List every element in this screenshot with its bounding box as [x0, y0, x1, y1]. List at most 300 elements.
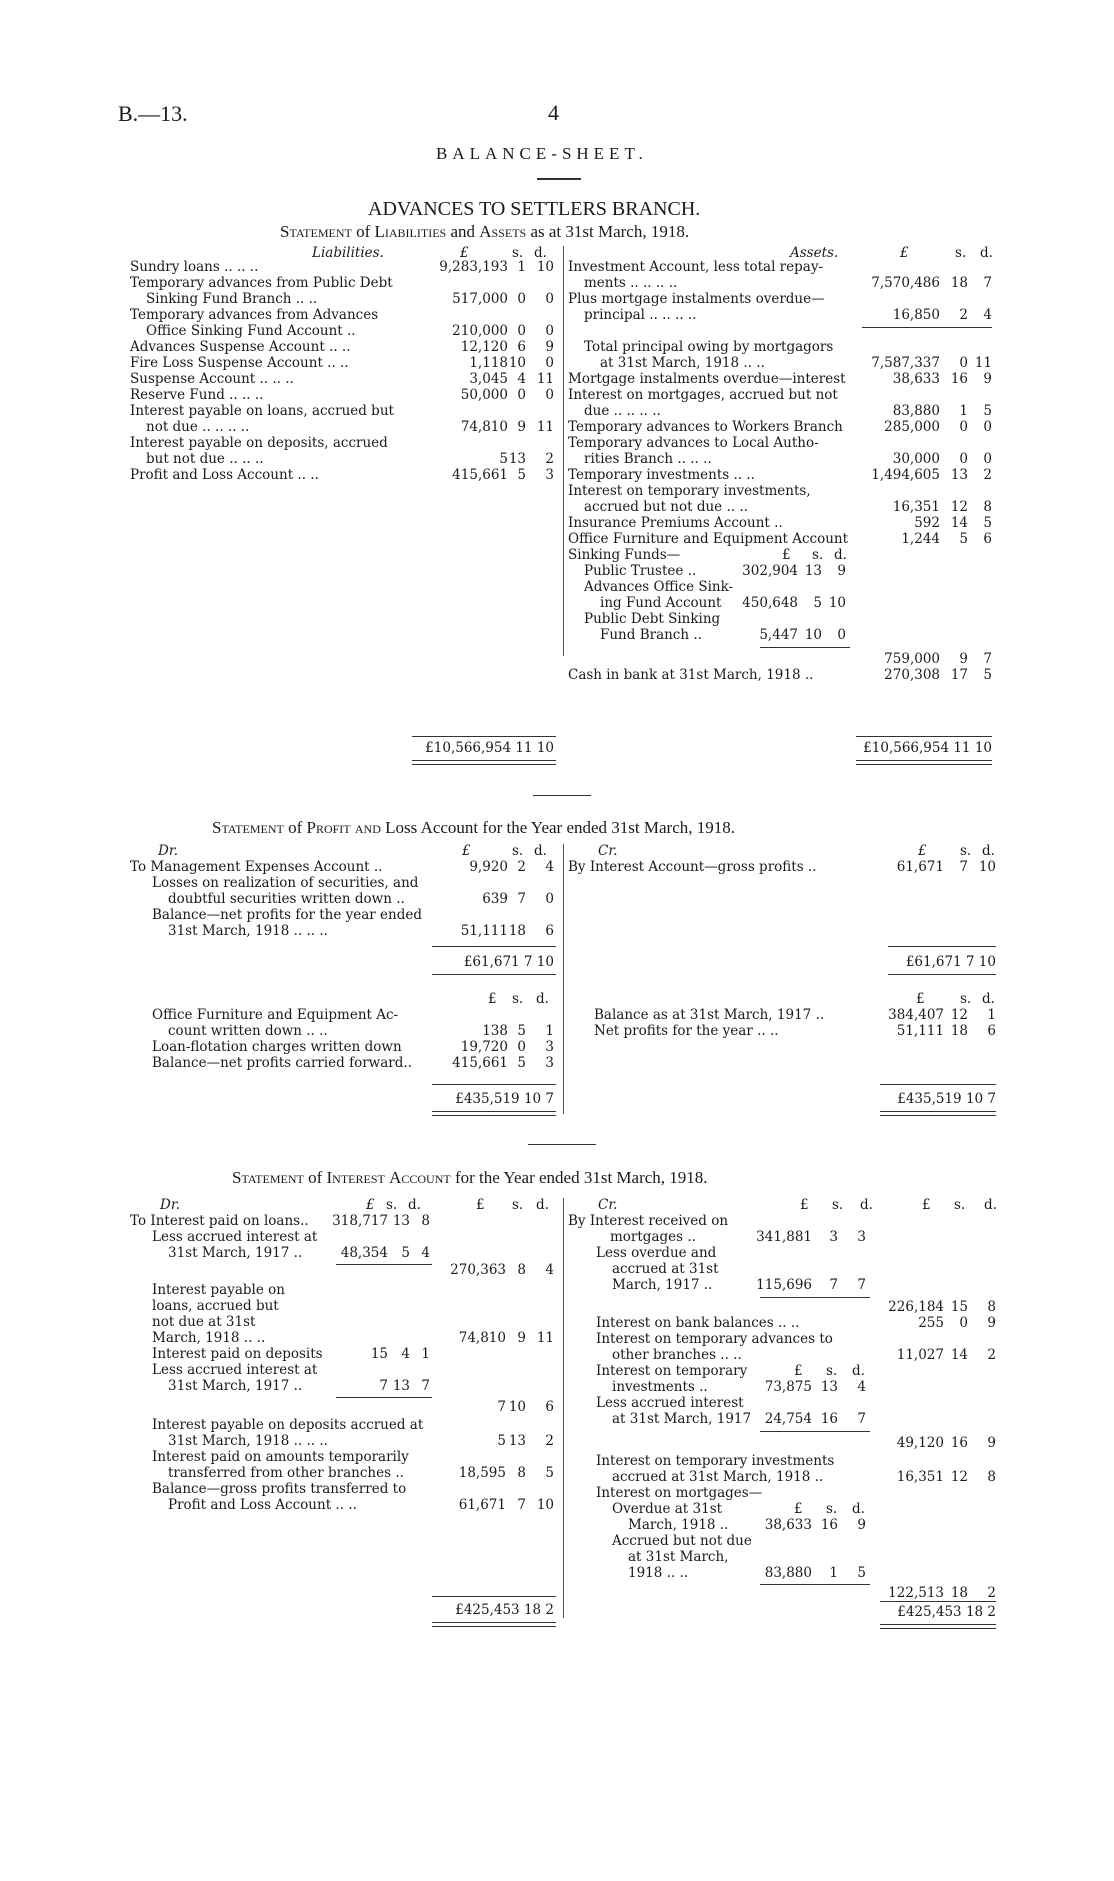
asset-amount: 592 [914, 515, 940, 531]
asset-shillings: 17 [950, 667, 968, 683]
pl-management-expenses: To Management Expenses Account .. [130, 859, 383, 875]
ia-dr-outer-pound: £ [476, 1197, 485, 1213]
ia-dr-subtotal-rule [336, 1264, 432, 1265]
report-reference: B.—13. [118, 101, 188, 126]
asset-pence: 6 [983, 531, 992, 547]
ia-cr-total-underline-2 [880, 1628, 996, 1629]
ia-interest-payable-loans: Interest payable on [152, 1282, 285, 1298]
ia-iti-pound: £ [794, 1363, 803, 1379]
sf-total-amount: 759,000 [884, 651, 940, 667]
asset-insurance: Insurance Premiums Account .. [568, 515, 783, 531]
ia-interest-temp-advances-cont: other branches .. .. [612, 1347, 742, 1363]
ia-inner-shillings: 3 [829, 1229, 838, 1245]
pl-dr-label: Dr. [158, 843, 179, 859]
ia-outer-shillings: 7 [517, 1497, 526, 1513]
pl-total2-underline-right-2 [880, 1115, 996, 1116]
ia-heading [232, 1168, 708, 1188]
ia-ovd-d: d. [852, 1501, 865, 1517]
ia-heading-part5: for the Year ended 31st March, 1918. [454, 1168, 708, 1187]
pl-pence: 0 [545, 891, 554, 907]
liab-temp-advances-office: Temporary advances from Advances [130, 307, 379, 323]
ia-outer-shillings: 16 [950, 1435, 968, 1451]
balance-heading-part4: and [450, 222, 475, 241]
ia-dr-label: Dr. [160, 1197, 181, 1213]
balance-heading-part3: Liabilities [374, 222, 447, 241]
ia-accrued-not-due-2: at 31st March, [628, 1549, 729, 1565]
ia-interest-payable-deposits-cont: 31st March, 1918 .. .. .. [168, 1433, 328, 1449]
liab-pound-header: £ [460, 245, 469, 261]
ia-outer-pence: 2 [987, 1347, 996, 1363]
sf-total-shillings: 9 [959, 651, 968, 667]
ia-inner-shillings: 5 [401, 1245, 410, 1261]
liab-temp-public-debt: Temporary advances from Public Debt [130, 275, 393, 291]
ia-outer-shillings: 14 [950, 1347, 968, 1363]
ia-less-accrued-cont: 31st March, 1917 .. [168, 1245, 303, 1261]
asset-pence: 2 [983, 467, 992, 483]
liab-pence: 3 [545, 467, 554, 483]
sf-amount: 5,447 [759, 627, 798, 643]
ia-outer-amount: 5 [497, 1433, 506, 1449]
pl-shillings: 18 [950, 1023, 968, 1039]
asset-plus-overdue: Plus mortgage instalments overdue— [568, 291, 825, 307]
liab-amount: 1,118 [469, 355, 508, 371]
ia-outer-amount: 255 [918, 1315, 944, 1331]
ia-cr-total-rule [880, 1601, 996, 1602]
pl-column-divider [563, 844, 564, 1114]
ia-ovd-s: s. [826, 1501, 838, 1517]
pl-cr-d: d. [982, 843, 995, 859]
sf-pence: 0 [837, 627, 846, 643]
ia-balance-gross-cont: Profit and Loss Account .. .. [168, 1497, 357, 1513]
liab-pence: 0 [545, 291, 554, 307]
asset-interest-mortgages: Interest on mortgages, accrued but not [568, 387, 838, 403]
pl-losses: Losses on realization of securities, and [152, 875, 419, 891]
asset-total-principal-cont: at 31st March, 1918 .. .. [600, 355, 765, 371]
liab-amount: 517,000 [452, 291, 508, 307]
liab-pence: 0 [545, 355, 554, 371]
assets-total-rule [856, 736, 992, 737]
ia-dr-total-underline [432, 1622, 556, 1623]
liab-shillings: 0 [517, 323, 526, 339]
ia-outer-pence: 5 [545, 1465, 554, 1481]
ia-inner-pence: 5 [857, 1565, 866, 1581]
ia-interest-temp-inv: Interest on temporary [596, 1363, 748, 1379]
pl-dr-pound: £ [462, 843, 471, 859]
ia-outer-pence: 11 [536, 1330, 554, 1346]
ia-interest-paid-transferred-cont: transferred from other branches .. [168, 1465, 404, 1481]
asset-shillings: 16 [950, 371, 968, 387]
ia-outer-amount: 226,184 [888, 1299, 944, 1315]
asset-pence: 0 [983, 419, 992, 435]
pl-shillings: 7 [517, 891, 526, 907]
asset-shillings: 0 [959, 451, 968, 467]
asset-investment-cont: ments .. .. .. .. [584, 275, 678, 291]
ia-cr-inner-pound: £ [800, 1197, 809, 1213]
liab-reserve-fund: Reserve Fund .. .. .. [130, 387, 264, 403]
liab-total-underline-2 [412, 764, 556, 765]
asset-amount: 270,308 [884, 667, 940, 683]
asset-office-furniture: Office Furniture and Equipment Account [568, 531, 849, 547]
ia-outer-pence: 6 [545, 1399, 554, 1415]
pl-amount: 639 [482, 891, 508, 907]
liab-amount: 50,000 [460, 387, 508, 403]
ia-heading-part3: Interest [326, 1168, 385, 1187]
balance-heading-part6: as at 31st March, 1918. [530, 222, 690, 241]
ia-outer-shillings: 13 [508, 1433, 526, 1449]
branch-title: ADVANCES TO SETTLERS BRANCH. [368, 198, 701, 220]
assets-total-underline-2 [856, 764, 992, 765]
asset-sinking-funds: Sinking Funds— [568, 547, 681, 563]
pl-pence: 3 [545, 1039, 554, 1055]
ia-inner-shillings: 16 [820, 1517, 838, 1533]
liab-amount: 415,661 [452, 467, 508, 483]
asset-cash-bank: Cash in bank at 31st March, 1918 .. [568, 667, 814, 683]
liab-pence: 11 [536, 371, 554, 387]
ia-cr-inner-d: d. [860, 1197, 873, 1213]
asset-shillings: 0 [959, 355, 968, 371]
ia-outer-pence: 8 [987, 1299, 996, 1315]
ia-less-accrued-2-cont: 31st March, 1917 .. [168, 1378, 303, 1394]
asset-amount: 16,351 [892, 499, 940, 515]
ia-outer-amount: 74,810 [458, 1330, 506, 1346]
pl-interest-account: By Interest Account—gross profits .. [568, 859, 817, 875]
ia-accrued-not-due: Accrued but not due [612, 1533, 752, 1549]
ia-interest-bank: Interest on bank balances .. .. [596, 1315, 800, 1331]
ia-outer-shillings: 9 [517, 1330, 526, 1346]
section-divider-2 [528, 1144, 596, 1145]
sf-pence: 10 [828, 595, 846, 611]
liab-amount: 74,810 [460, 419, 508, 435]
pl2-dr-pound: £ [488, 991, 497, 1007]
pl-cr-label: Cr. [598, 843, 618, 859]
pl-shillings: 12 [950, 1007, 968, 1023]
assets-s-header: s. [955, 245, 967, 261]
asset-investment: Investment Account, less total repay- [568, 259, 824, 275]
liab-total: £10,566,954 11 10 [425, 740, 554, 756]
ia-outer-pence: 9 [987, 1435, 996, 1451]
pl-total2-underline-left [432, 1111, 556, 1112]
asset-amount: 1,244 [901, 531, 940, 547]
pl-pence: 6 [987, 1023, 996, 1039]
ia-heading-part4: Account [389, 1168, 451, 1187]
ia-inner-pence: 9 [857, 1517, 866, 1533]
asset-amount: 83,880 [892, 403, 940, 419]
asset-pence: 8 [983, 499, 992, 515]
ia-dr-total-underline-2 [432, 1626, 556, 1627]
liab-shillings: 5 [517, 467, 526, 483]
asset-amount: 7,570,486 [871, 275, 940, 291]
asset-shillings: 13 [950, 467, 968, 483]
asset-amount: 7,587,337 [871, 355, 940, 371]
ia-outer-amount: 11,027 [896, 1347, 944, 1363]
pl-total2-underline-right [880, 1111, 996, 1112]
ia-inner-amount: 341,881 [756, 1229, 812, 1245]
ia-accrued-not-due-3: 1918 .. .. [628, 1565, 689, 1581]
sf-total-pence: 7 [983, 651, 992, 667]
ia-cr-total-underline [880, 1624, 996, 1625]
liab-amount: 3,045 [469, 371, 508, 387]
pl-shillings: 5 [517, 1023, 526, 1039]
asset-subtotal-rule [862, 327, 992, 328]
pl-heading-part4: and [354, 818, 381, 837]
pl-total1-left: £61,671 7 10 [463, 954, 554, 970]
liab-interest-loans: Interest payable on loans, accrued but [130, 403, 394, 419]
liabilities-header: Liabilities. [312, 245, 384, 261]
pl2-cr-pound: £ [916, 991, 925, 1007]
pl-heading-part7: for the Year ended 31st March, 1918. [482, 818, 735, 837]
pl-balance-net: Balance—net profits for the year ended [152, 907, 422, 923]
pl-amount: 384,407 [888, 1007, 944, 1023]
pl-balance-1917: Balance as at 31st March, 1917 .. [594, 1007, 825, 1023]
asset-temp-local-cont: rities Branch .. .. .. [584, 451, 712, 467]
liab-interest-loans-cont: not due .. .. .. .. [146, 419, 250, 435]
ia-cr-subtotal-rule [760, 1297, 870, 1298]
ia-less-accrued: Less accrued interest at [152, 1229, 318, 1245]
asset-temp-workers: Temporary advances to Workers Branch [568, 419, 843, 435]
liab-pence: 0 [545, 387, 554, 403]
ia-outer-amount: 7 [497, 1399, 506, 1415]
sf-d-header: d. [834, 547, 847, 563]
ia-inner-pence: 4 [857, 1379, 866, 1395]
balance-column-divider [563, 246, 564, 656]
ia-column-divider [563, 1198, 564, 1618]
balance-heading-part5: Assets [479, 222, 527, 241]
pl-office-furniture: Office Furniture and Equipment Ac- [152, 1007, 399, 1023]
ia-inner-amount: 115,696 [756, 1277, 812, 1293]
pl-cr-s: s. [960, 843, 972, 859]
pl-total2-underline-left-2 [432, 1115, 556, 1116]
pl-amount: 415,661 [452, 1055, 508, 1071]
liab-shillings: 0 [517, 291, 526, 307]
ia-interest-payable-loans-3: not due at 31st [152, 1314, 256, 1330]
liab-total-underline [412, 760, 556, 761]
pl2-dr-d: d. [536, 991, 549, 1007]
ia-interest-temp-inv-accrued: Interest on temporary investments [596, 1453, 835, 1469]
asset-interest-mortgages-cont: due .. .. .. .. [584, 403, 661, 419]
ia-outer-pence: 4 [545, 1262, 554, 1278]
assets-d-header: d. [980, 245, 993, 261]
sf-subtotal-rule [760, 647, 850, 648]
pl-loan-flotation: Loan-flotation charges written down [152, 1039, 402, 1055]
ia-inner-amount: 15 [370, 1346, 388, 1362]
liab-pence: 10 [536, 259, 554, 275]
liab-shillings: 10 [508, 355, 526, 371]
pl-total2-right: £435,519 10 7 [897, 1091, 996, 1107]
ia-outer-shillings: 18 [950, 1585, 968, 1601]
ia-outer-shillings: 10 [508, 1399, 526, 1415]
ia-inner-pence: 4 [421, 1245, 430, 1261]
ia-less-accrued-cr-cont: at 31st March, 1917 [612, 1411, 752, 1427]
ia-inner-amount: 48,354 [340, 1245, 388, 1261]
asset-interest-temp-inv: Interest on temporary investments, [568, 483, 811, 499]
sf-public-trustee: Public Trustee .. [584, 563, 697, 579]
pl-total2-rule-left [432, 1084, 556, 1085]
pl-balance-net-cont: 31st March, 1918 .. .. .. [168, 923, 328, 939]
pl2-cr-d: d. [982, 991, 995, 1007]
ia-outer-amount: 270,363 [450, 1262, 506, 1278]
ia-outer-pence: 10 [536, 1497, 554, 1513]
ia-inner-shillings: 16 [820, 1411, 838, 1427]
balance-heading [280, 222, 689, 242]
pl-shillings: 5 [517, 1055, 526, 1071]
ia-dr-outer-d: d. [536, 1197, 549, 1213]
ia-interest-temp-inv-accrued-cont: accrued at 31st March, 1918 .. [612, 1469, 824, 1485]
sf-shillings: 5 [813, 595, 822, 611]
ia-inner-shillings: 4 [401, 1346, 410, 1362]
ia-dr-subtotal-rule-2 [336, 1397, 432, 1398]
pl-losses-cont: doubtful securities written down .. [168, 891, 405, 907]
liab-pence: 0 [545, 323, 554, 339]
asset-shillings: 1 [959, 403, 968, 419]
sf-shillings: 10 [804, 627, 822, 643]
ia-outer-amount: 49,120 [896, 1435, 944, 1451]
ia-inner-shillings: 7 [829, 1277, 838, 1293]
pl-shillings: 2 [517, 859, 526, 875]
ia-dr-total-rule [432, 1596, 556, 1597]
sf-s-header: s. [812, 547, 824, 563]
pl-total1-rule-left [432, 946, 556, 947]
asset-amount: 38,633 [892, 371, 940, 387]
ia-interest-paid-loans: To Interest paid on loans.. [130, 1213, 309, 1229]
ia-cr-subtotal-rule-2 [760, 1431, 870, 1432]
pl-heading-part3: Profit [306, 818, 351, 837]
ia-inner-shillings: 13 [820, 1379, 838, 1395]
ia-cr-outer-s: s. [954, 1197, 966, 1213]
sf-advances-office: Advances Office Sink- [584, 579, 734, 595]
liab-pence: 2 [545, 451, 554, 467]
ia-outer-pence: 9 [987, 1315, 996, 1331]
ia-less-accrued-2: Less accrued interest at [152, 1362, 318, 1378]
pl-shillings: 0 [517, 1039, 526, 1055]
asset-temp-local: Temporary advances to Local Autho- [568, 435, 819, 451]
pl-total1-underline-left [432, 974, 556, 975]
ia-interest-payable-loans-4: March, 1918 .. .. [152, 1330, 266, 1346]
asset-shillings: 5 [959, 531, 968, 547]
ia-outer-shillings: 8 [517, 1465, 526, 1481]
liab-total-rule [412, 736, 556, 737]
section-divider [533, 795, 591, 796]
asset-pence: 5 [983, 667, 992, 683]
sf-amount: 450,648 [742, 595, 798, 611]
ia-inner-pence: 7 [857, 1277, 866, 1293]
ia-balance-gross: Balance—gross profits transferred to [152, 1481, 407, 1497]
ia-cr-outer-pound: £ [922, 1197, 931, 1213]
liab-pence: 11 [536, 419, 554, 435]
asset-pence: 11 [974, 355, 992, 371]
pl-pence: 3 [545, 1055, 554, 1071]
asset-shillings: 14 [950, 515, 968, 531]
pl-dr-d: d. [534, 843, 547, 859]
liab-temp-advances-office-cont: Office Sinking Fund Account .. [146, 323, 356, 339]
ia-dr-total: £425,453 18 2 [455, 1602, 554, 1618]
liab-shillings: 1 [517, 259, 526, 275]
pl-amount: 51,111 [896, 1023, 944, 1039]
balance-heading-part2: of [356, 222, 371, 241]
ia-interest-paid-transferred: Interest paid on amounts temporarily [152, 1449, 409, 1465]
asset-amount: 30,000 [892, 451, 940, 467]
liab-d-header: d. [534, 245, 547, 261]
ia-heading-part1: Statement [232, 1168, 304, 1187]
pl-balance-carried: Balance—net profits carried forward.. [152, 1055, 412, 1071]
asset-plus-overdue-cont: principal .. .. .. .. [584, 307, 697, 323]
ia-inner-amount: 318,717 [332, 1213, 388, 1229]
ia-ovd-pound: £ [794, 1501, 803, 1517]
liab-suspense: Suspense Account .. .. .. [130, 371, 294, 387]
ia-interest-received-cont: mortgages .. [610, 1229, 696, 1245]
ia-interest-temp-advances: Interest on temporary advances to [596, 1331, 833, 1347]
pl-pence: 1 [987, 1007, 996, 1023]
pl2-cr-s: s. [960, 991, 972, 1007]
ia-cr-outer-d: d. [984, 1197, 997, 1213]
assets-header: Assets. [790, 245, 839, 261]
ia-outer-shillings: 0 [959, 1315, 968, 1331]
sf-public-debt-cont: Fund Branch .. [600, 627, 702, 643]
pl-amount: 138 [482, 1023, 508, 1039]
liab-amount: 5 [499, 451, 508, 467]
asset-total-principal: Total principal owing by mortgagors [584, 339, 834, 355]
liab-interest-deposits: Interest payable on deposits, accrued [130, 435, 388, 451]
asset-pence: 7 [983, 275, 992, 291]
pl-cr-pound: £ [918, 843, 927, 859]
pl-heading [212, 818, 735, 838]
sf-pence: 9 [837, 563, 846, 579]
pl-heading-part1: Statement [212, 818, 284, 837]
ia-cr-inner-s: s. [832, 1197, 844, 1213]
balance-heading-part1: Statement [280, 222, 352, 241]
pl-amount: 61,671 [896, 859, 944, 875]
ia-outer-amount: 122,513 [888, 1585, 944, 1601]
pl-total1-underline-right [888, 974, 996, 975]
ia-inner-pence: 1 [421, 1346, 430, 1362]
pl-total1-right: £61,671 7 10 [905, 954, 996, 970]
ia-inner-amount: 38,633 [764, 1517, 812, 1533]
ia-iti-d: d. [852, 1363, 865, 1379]
ia-less-overdue-3: March, 1917 .. [612, 1277, 713, 1293]
asset-pence: 4 [983, 307, 992, 323]
ia-less-overdue: Less overdue and [596, 1245, 717, 1261]
ia-inner-amount: 73,875 [764, 1379, 812, 1395]
asset-shillings: 0 [959, 419, 968, 435]
ia-inner-amount: 24,754 [764, 1411, 812, 1427]
liab-shillings: 13 [508, 451, 526, 467]
ia-inner-pence: 7 [857, 1411, 866, 1427]
liab-sundry-loans: Sundry loans .. .. .. [130, 259, 259, 275]
pl-pence: 6 [545, 923, 554, 939]
liab-shillings: 0 [517, 387, 526, 403]
liab-advances-suspense: Advances Suspense Account .. .. [130, 339, 351, 355]
ia-interest-temp-inv-cont: investments .. [612, 1379, 708, 1395]
asset-amount: 1,494,605 [871, 467, 940, 483]
ia-iti-s: s. [826, 1363, 838, 1379]
ia-dr-outer-s: s. [512, 1197, 524, 1213]
pl-heading-part5: Loss [385, 818, 418, 837]
ia-interest-paid-deposits: Interest paid on deposits [152, 1346, 323, 1362]
liab-amount: 9,283,193 [439, 259, 508, 275]
ia-less-accrued-cr: Less accrued interest [596, 1395, 744, 1411]
asset-shillings: 12 [950, 499, 968, 515]
pl-pence: 4 [545, 859, 554, 875]
ia-inner-pence: 3 [857, 1229, 866, 1245]
sf-advances-office-cont: ing Fund Account [600, 595, 722, 611]
pl2-dr-s: s. [512, 991, 524, 1007]
pl-office-furniture-cont: count written down .. .. [168, 1023, 328, 1039]
pl-amount: 9,920 [469, 859, 508, 875]
ia-interest-mortgages: Interest on mortgages— [596, 1485, 763, 1501]
ia-cr-label: Cr. [598, 1197, 618, 1213]
ia-inner-pence: 7 [421, 1378, 430, 1394]
page-title: BALANCE-SHEET. [436, 144, 648, 163]
pl-total2-left: £435,519 10 7 [455, 1091, 554, 1107]
